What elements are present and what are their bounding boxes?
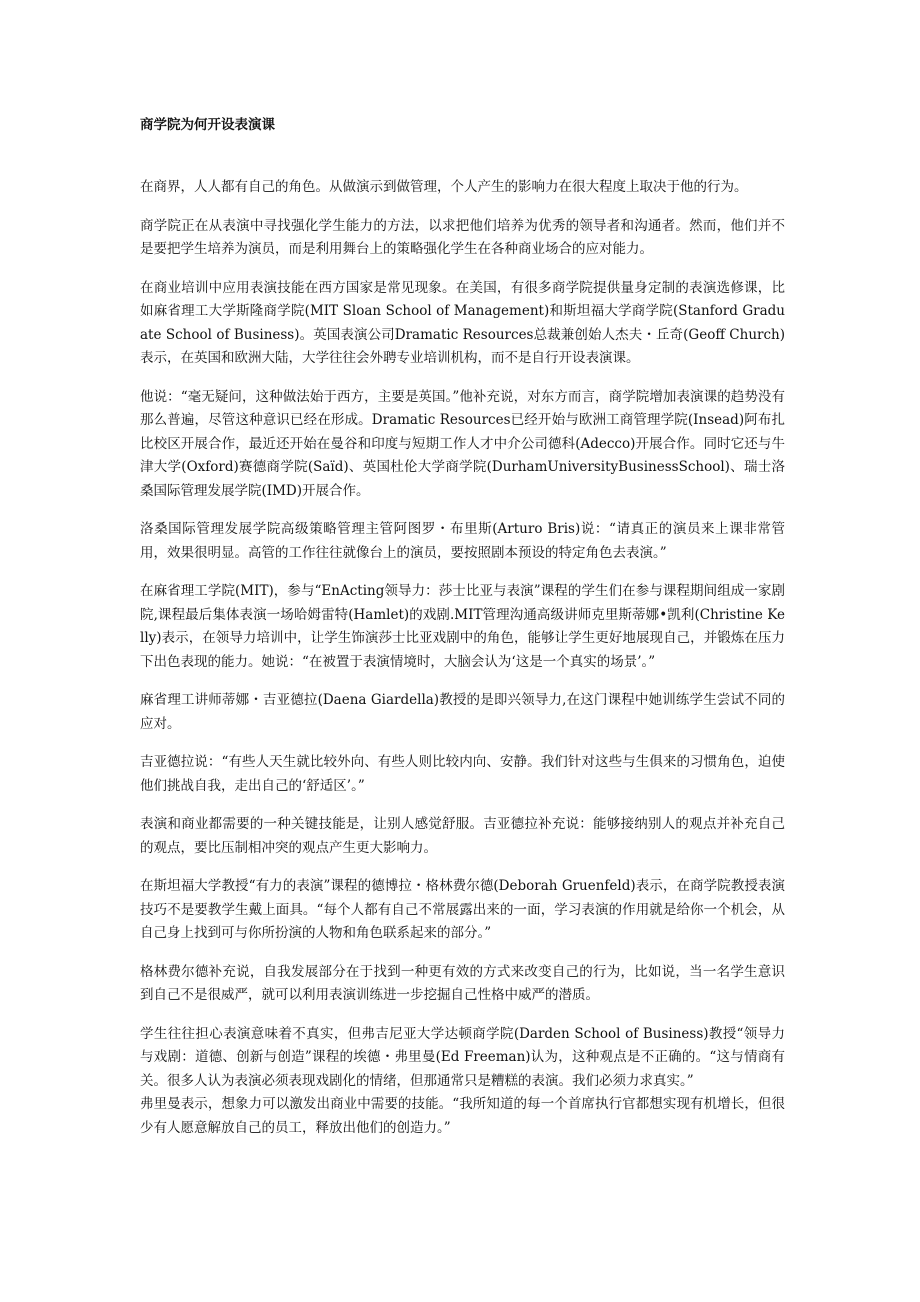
paragraph-13: 弗里曼表示，想象力可以激发出商业中需要的技能。“我所知道的每一个首席执行官都想实现有机增长，但很少有人愿意解放自己的员工，释放出他们的创造力。” xyxy=(140,1096,785,1136)
paragraph-9: 表演和商业都需要的一种关键技能是，让别人感觉舒服。吉亚德拉补充说：能够接纳别人的观点并补充自己的观点，要比压制相冲突的观点产生更大影响力。 xyxy=(140,816,785,856)
paragraph-12: 学生往往担心表演意味着不真实，但弗吉尼亚大学达顿商学院(Darden School of Business)教授“领导力与戏剧：道德、创新与创造”课程的埃德・弗里曼(Ed Freeman)认为，这种观点是不正确的。“这与情商有关。很多人认为表演必须表现戏剧化的情绪，但那通常只是糟糕的表演。我们必须力求真实。” xyxy=(140,1025,785,1089)
paragraph-11: 格林费尔德补充说，自我发展部分在于找到一种更有效的方式来改变自己的行为，比如说，当一名学生意识到自己不是很威严，就可以利用表演训练进一步挖掘自己性格中威严的潜质。 xyxy=(140,963,785,1003)
paragraph-10: 在斯坦福大学教授“有力的表演”课程的德博拉・格林费尔德(Deborah Gruenfeld)表示，在商学院教授表演技巧不是要教学生戴上面具。“每个人都有自己不常展露出来的一面，学习表演的作用就是给你一个机会，从自己身上找到可与你所扮演的人物和角色联系起来的部分。” xyxy=(140,878,785,941)
paragraph-7: 麻省理工讲师蒂娜・吉亚德拉(Daena Giardella)教授的是即兴领导力,在这门课程中她训练学生尝试不同的应对。 xyxy=(140,692,785,732)
paragraph-5: 洛桑国际管理发展学院高级策略管理主管阿图罗・布里斯(Arturo Bris)说：“请真正的演员来上课非常管用，效果很明显。高管的工作往往就像台上的演员，要按照剧本预设的特定角色去表演。” xyxy=(140,521,785,561)
paragraph-3: 在商业培训中应用表演技能在西方国家是常见现象。在美国，有很多商学院提供量身定制的表演选修课，比如麻省理工大学斯隆商学院(MIT Sloan School of Management)和斯坦福大学商学院(Stanford Graduate School of Business)。英国表演公司Dramatic Resources总裁兼创始人杰夫・丘奇(Geoff Church)表示，在英国和欧洲大陆，大学往往会外聘专业培训机构，而不是自行开设表演课。 xyxy=(140,279,785,366)
article-body xyxy=(140,176,785,1140)
paragraph-6: 在麻省理工学院(MIT)，参与“EnActing领导力：莎士比亚与表演”课程的学生们在参与课程期间组成一家剧院,课程最后集体表演一场哈姆雷特(Hamlet)的戏剧.MIT管理沟通高级讲师克里斯蒂娜•凯利(Christine Kelly)表示，在领导力培训中，让学生饰演莎士比亚戏剧中的角色，能够让学生更好地展现自己，并锻炼在压力下出色表现的能力。她说：“在被置于表演情境时，大脑会认为‘这是一个真实的场景’。” xyxy=(140,583,785,670)
paragraph-4: 他说：“毫无疑问，这种做法始于西方，主要是英国。”他补充说，对东方而言，商学院增加表演课的趋势没有那么普遍，尽管这种意识已经在形成。Dramatic Resources已经开始与欧洲工商管理学院(Insead)阿布扎比校区开展合作，最近还开始在曼谷和印度与短期工作人才中介公司德科(Adecco)开展合作。同时它还与牛津大学(Oxford)赛德商学院(Saïd)、英国杜伦大学商学院(DurhamUniversityBusinessSchool)、瑞士洛桑国际管理发展学院(IMD)开展合作。 xyxy=(140,388,785,499)
paragraph-2: 商学院正在从表演中寻找强化学生能力的方法，以求把他们培养为优秀的领导者和沟通者。然而，他们并不是要把学生培养为演员，而是利用舞台上的策略强化学生在各种商业场合的应对能力。 xyxy=(140,217,785,257)
paragraph-1: 在商界，人人都有自己的角色。从做演示到做管理，个人产生的影响力在很大程度上取决于他的行为。 xyxy=(140,179,748,195)
paragraph-8: 吉亚德拉说：“有些人天生就比较外向、有些人则比较内向、安静。我们针对这些与生俱来的习惯角色，迫使他们挑战自我，走出自己的‘舒适区’。” xyxy=(140,754,785,794)
article-title: 商学院为何开设表演课 xyxy=(140,117,275,133)
